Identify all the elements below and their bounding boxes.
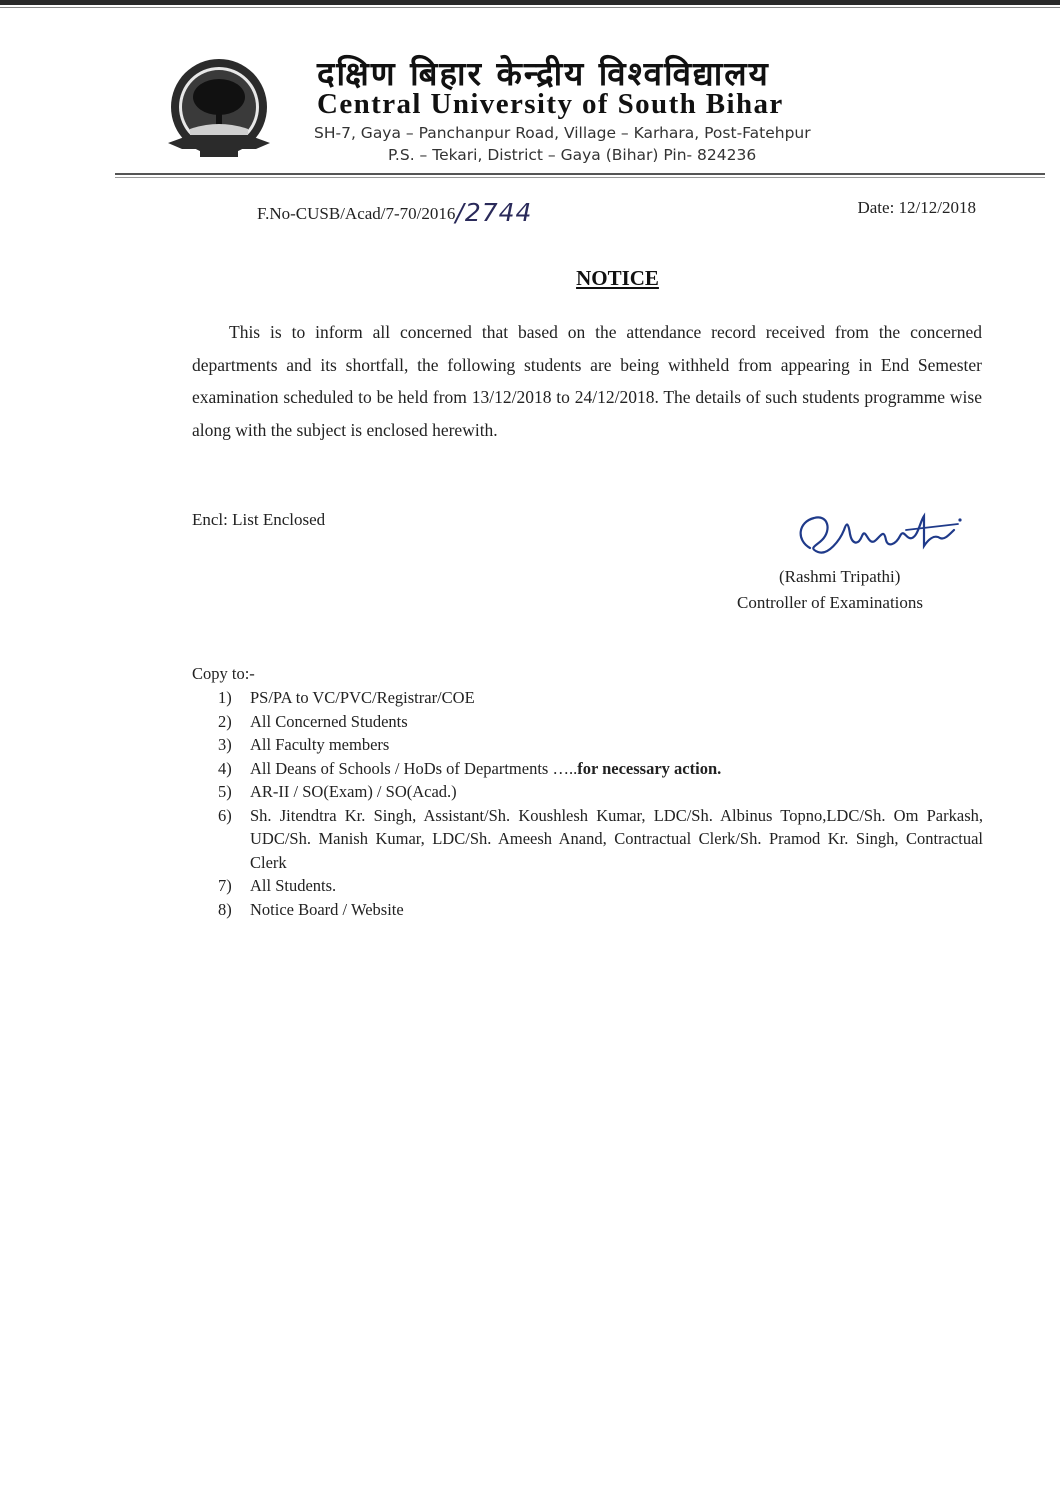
signatory-designation: Controller of Examinations: [737, 593, 924, 612]
notice-title: NOTICE: [576, 266, 659, 290]
list-item: 7) All Students.: [218, 876, 337, 895]
file-number: [257, 196, 532, 225]
enclosure-note: Encl: List Enclosed: [192, 510, 326, 529]
file-number-text: F.No-CUSB/Acad/7-70/2016: [257, 204, 456, 223]
list-item: 2) All Concerned Students: [218, 711, 408, 731]
address-line-1: SH-7, Gaya – Panchanpur Road, Village – Karhara, Post-Fatehpur: [314, 124, 811, 142]
copy-to-list: [218, 686, 983, 921]
list-item: 8) Notice Board / Website: [218, 899, 404, 919]
list-item: 6) Sh. Jitendtra Kr. Singh, Assistant/Sh. Koushlesh Kumar, LDC/Sh. Albinus Topno,LDC/Sh. Om Parkash, UDC/Sh. Manish Kumar, LDC/Sh. Ameesh Anand, Contractual Clerk/Sh. Pramod Kr. Singh, Contractual Clerk: [218, 805, 983, 872]
top-border: [0, 0, 1060, 5]
signatory-name: (Rashmi Tripathi): [779, 567, 901, 586]
university-name-english: Central University of South Bihar: [317, 88, 784, 120]
list-item: 5) AR-II / SO(Exam) / SO(Acad.): [218, 782, 457, 801]
address-line-2: P.S. – Tekari, District – Gaya (Bihar) Pin- 824236: [388, 146, 757, 164]
university-name-hindi: दक्षिण बिहार केन्द्रीय विश्वविद्यालय: [317, 54, 770, 93]
copy-to-label: Copy to:-: [192, 664, 255, 683]
notice-date: Date: 12/12/2018: [857, 198, 976, 217]
notice-body: This is to inform all concerned that based on the attendance record received from the concerned departments and its shortfall, the following students are being withheld from appearing in End Semester examination scheduled to be held from 13/12/2018 to 24/12/2018. The details of such students programme wise along with the subject is enclosed herewith.: [192, 322, 982, 440]
header-divider-thin: [115, 177, 1045, 178]
list-item: 4) All Deans of Schools / HoDs of Departments …..for necessary action.: [218, 758, 722, 778]
list-item: 3) All Faculty members: [218, 735, 390, 754]
action-emphasis: for necessary action.: [577, 758, 722, 778]
handwritten-number: /2744: [455, 198, 533, 227]
top-border-thin: [0, 7, 1060, 8]
header-divider: [115, 173, 1045, 175]
university-seal-logo: [160, 55, 278, 165]
handwritten-signature: [788, 500, 978, 570]
list-item: 1) PS/PA to VC/PVC/Registrar/COE: [218, 688, 475, 707]
